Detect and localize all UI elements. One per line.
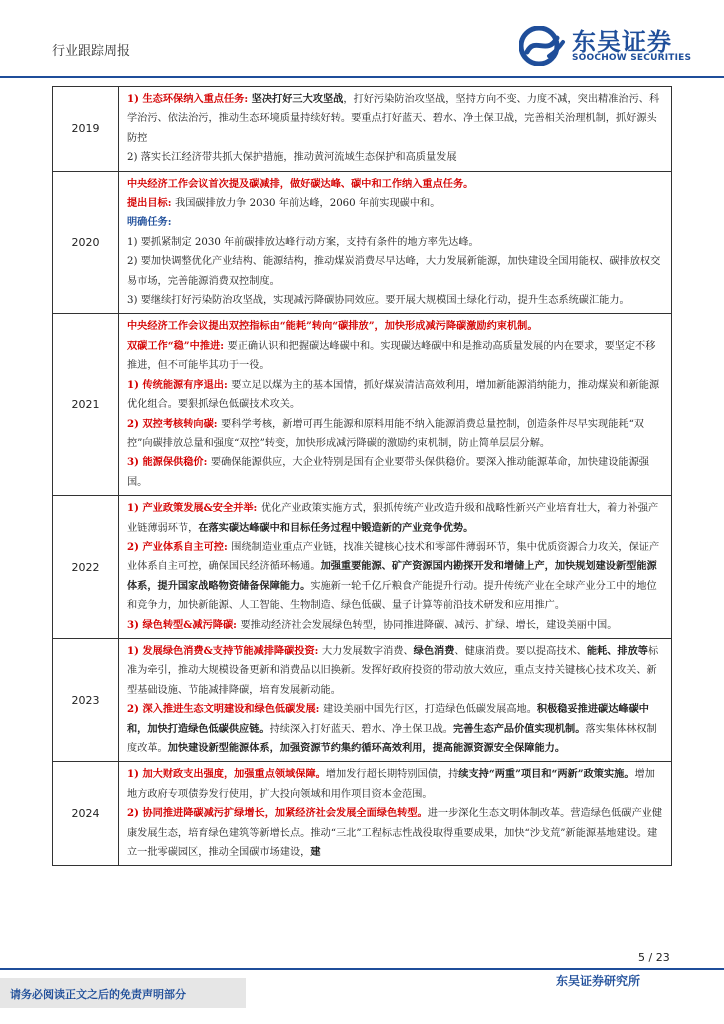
paragraph <box>127 233 665 252</box>
year-cell: 2023 <box>53 639 119 761</box>
paragraph <box>127 765 665 804</box>
paragraph <box>127 376 665 415</box>
text-run: 明确任务: <box>127 216 172 229</box>
text-run: 进一步深化生态文明体制改革。营造绿色低碳产业健康发展生态，培育绿色建筑等新增长点。推动“三北”工程标志性战役取得重要成果，加快“沙戈荒”新能源基地建设。建立一批零碳园区，推动全国碳市场建设， <box>127 808 663 859</box>
text-run: 完善生态产品价值实现机制。 <box>453 722 586 735</box>
brand-name-en: SOOCHOW SECURITIES <box>572 53 692 63</box>
table-row <box>53 87 671 171</box>
text-run: 2) 要加快调整优化产业结构、能源结构，推动煤炭消费尽早达峰，大力发展新能源，加快建设全国用能权、碳排放权交易市场，完善能源消费双控制度。 <box>127 256 661 287</box>
text-run: 标准为牵引，推动大规模设备更新和消费品以旧换新。发挥好政府投资的带动放大效应，重点支持关键核心技术攻关、新型基础设施、节能减排降碳，培育发展新动能。 <box>127 645 659 696</box>
text-run: 提出目标: <box>127 197 176 210</box>
text-run: 1) 生态环保纳入重点任务: <box>127 93 252 105</box>
table-row <box>53 171 671 314</box>
header-divider <box>0 76 724 78</box>
content-cell <box>119 762 671 865</box>
text-run: 1) 加大财政支出强度，加强重点领域保障。 <box>127 768 326 781</box>
text-run: 加快建设新型能源体系，加强资源节约集约循环高效利用，提高能源资源安全保障能力。 <box>167 742 566 754</box>
paragraph <box>127 453 665 492</box>
page-header <box>0 0 724 80</box>
paragraph <box>127 194 665 213</box>
report-type-title: 行业跟踪周报 <box>52 44 131 59</box>
year-cell: 2022 <box>53 496 119 638</box>
text-run: 要推动经济社会发展绿色转型，协同推进降碳、减污、扩绿、增长，建设美丽中国。 <box>240 619 618 631</box>
paragraph <box>127 616 665 635</box>
text-run: 落实集体林权制度改革。 <box>127 723 657 754</box>
text-run: 双碳工作“稳”中推进: <box>127 339 228 352</box>
text-run: 2) 双控考核转向碳: <box>127 417 222 430</box>
paragraph <box>127 317 665 336</box>
text-run: 实施新一轮千亿斤粮食产能提升行动。提升传统产业在全球产业分工中的地位和竞争力，加快新能源、人工智能、生物制造、绿色低碳、量子计算等前沿技术研发和应用推广。 <box>127 580 657 612</box>
text-run: 建设美丽中国先行区，打造绿色低碳发展高地。 <box>322 704 537 716</box>
paragraph <box>127 499 665 538</box>
table-row <box>53 495 671 638</box>
text-run: 2) 深入推进生态文明建设和绿色低碳发展: <box>127 703 323 716</box>
year-cell: 2020 <box>53 172 119 314</box>
text-run: 续支持“两重”项目和“两新”政策实施。 <box>458 768 635 781</box>
text-run: 加强重要能源、矿产资源国内勘探开发和增储上产，加快规划建设新型能源体系，提升国家战略物资储备保障能力。 <box>127 560 657 592</box>
paragraph <box>127 252 665 291</box>
institute-name: 东吴证券研究所 <box>556 974 641 988</box>
text-run: 积极稳妥推进碳达峰碳中和，加快打造绿色低碳供应链。 <box>127 703 649 735</box>
paragraph <box>127 337 665 376</box>
disclaimer-bar <box>0 978 246 1008</box>
text-run: 我国碳排放力争 2030 年前达峰，2060 年前实现碳中和。 <box>175 198 441 210</box>
text-run: 坚决打好三大攻坚战 <box>251 93 344 105</box>
content-cell <box>119 87 671 171</box>
text-run: 绿色消费 <box>413 644 455 657</box>
text-run: 能耗、排放等 <box>586 644 648 657</box>
year-cell: 2021 <box>53 314 119 495</box>
text-run: 2) 协同推进降碳减污扩绿增长，加紧经济社会发展全面绿色转型。 <box>127 807 428 820</box>
content-cell <box>119 639 671 761</box>
footer-divider <box>0 968 724 970</box>
text-run: ，打好污染防治攻坚战，坚持方向不变、力度不减，突出精准治污、科学治污、依法治污，推动生态环境质量持续好转。要重点打好蓝天、碧水、净土保卫战，完善相关治理机制，抓好源头防控 <box>127 94 660 144</box>
text-run: 持续深入打好蓝天、碧水、净土保卫战。 <box>269 723 453 735</box>
text-run: 要立足以煤为主的基本国情，抓好煤炭清洁高效利用，增加新能源消纳能力，推动煤炭和新能源优化组合。要狠抓绿色低碳技术攻关。 <box>127 379 660 411</box>
text-run: 1) 传统能源有序退出: <box>127 378 232 391</box>
text-run: 3) 要继续打好污染防治攻坚战，实现减污降碳协同效应。要开展大规模国土绿化行动，提升生态系统碳汇能力。 <box>127 295 630 307</box>
page-number: 5 / 23 <box>638 951 670 964</box>
paragraph <box>127 291 665 310</box>
paragraph <box>127 415 665 454</box>
text-run: 优化产业政策实施方式，狠抓传统产业改造升级和战略性新兴产业培育壮大，着力补强产业链薄弱环节， <box>127 503 659 534</box>
text-run: 要正确认识和把握碳达峰碳中和。实现碳达峰碳中和是推动高质量发展的内在要求，要坚定不移推进，但不可能毕其功于一役。 <box>127 340 656 372</box>
brand-name-cn: 东吴证券 <box>572 28 672 56</box>
text-run: 3) 能源保供稳价: <box>127 456 211 469</box>
paragraph <box>127 700 665 758</box>
text-run: 增加地方政府专项债券发行使用，扩大投向领域和用作项目资本金范围。 <box>127 769 655 800</box>
paragraph <box>127 213 665 232</box>
text-run: 中央经济工作会议首次提及碳减排，做好碳达峰、碳中和工作纳入重点任务。 <box>127 177 474 190</box>
text-run: 要科学考核，新增可再生能源和原料用能不纳入能源消费总量控制，创造条件尽早实现能耗“双控”向碳排放总量和强度“双控”转变，加快形成减污降碳的激励约束机制，防止简单层层分解。 <box>127 418 644 449</box>
table-row <box>53 761 671 865</box>
paragraph <box>127 90 665 148</box>
paragraph <box>127 804 665 862</box>
text-run: 中央经济工作会议提出双控指标由“能耗”转向“碳排放”，加快形成减污降碳激励约束机制。 <box>127 320 538 333</box>
text-run: 1) 产业政策发展&安全并举: <box>127 502 261 515</box>
text-run: 1) 要抓紧制定 2030 年前碳排放达峰行动方案，支持有条件的地方率先达峰。 <box>127 236 479 248</box>
text-run: 围绕制造业重点产业链，找准关键核心技术和零部件薄弱环节，集中优质资源合力攻关，保证产业体系自主可控，确保国民经济循环畅通。 <box>127 541 660 573</box>
disclaimer-text: 请务必阅读正文之后的免责声明部分 <box>10 988 186 1001</box>
year-cell: 2019 <box>53 87 119 171</box>
content-cell <box>119 172 671 314</box>
content-cell <box>119 496 671 638</box>
text-run: 增加发行超长期特别国债，持 <box>325 769 459 781</box>
text-run: 、健康消费。要以提高技术、 <box>454 645 587 657</box>
table-row <box>53 638 671 761</box>
year-cell: 2024 <box>53 762 119 865</box>
content-cell <box>119 314 671 495</box>
soochow-logo-icon <box>519 26 567 66</box>
text-run: 要确保能源供应，大企业特别是国有企业要带头保供稳价。要深入推动能源革命，加快建设能源强国。 <box>127 457 649 488</box>
paragraph <box>127 538 665 616</box>
policy-table <box>52 86 672 866</box>
paragraph <box>127 148 665 167</box>
paragraph <box>127 175 665 194</box>
text-run: 在落实碳达峰碳中和目标任务过程中锻造新的产业竞争优势。 <box>198 521 474 534</box>
table-row <box>53 313 671 495</box>
text-run: 2) 产业体系自主可控: <box>127 540 232 553</box>
text-run: 3) 绿色转型&减污降碳: <box>127 618 241 631</box>
text-run: 建 <box>310 846 321 859</box>
paragraph <box>127 642 665 700</box>
text-run: 1) 发展绿色消费&支持节能减排降碳投资: <box>127 644 322 657</box>
text-run: 大力发展数字消费、 <box>321 645 414 657</box>
text-run: 2) 落实长江经济带共抓大保护措施，推动黄河流域生态保护和高质量发展 <box>127 152 457 164</box>
